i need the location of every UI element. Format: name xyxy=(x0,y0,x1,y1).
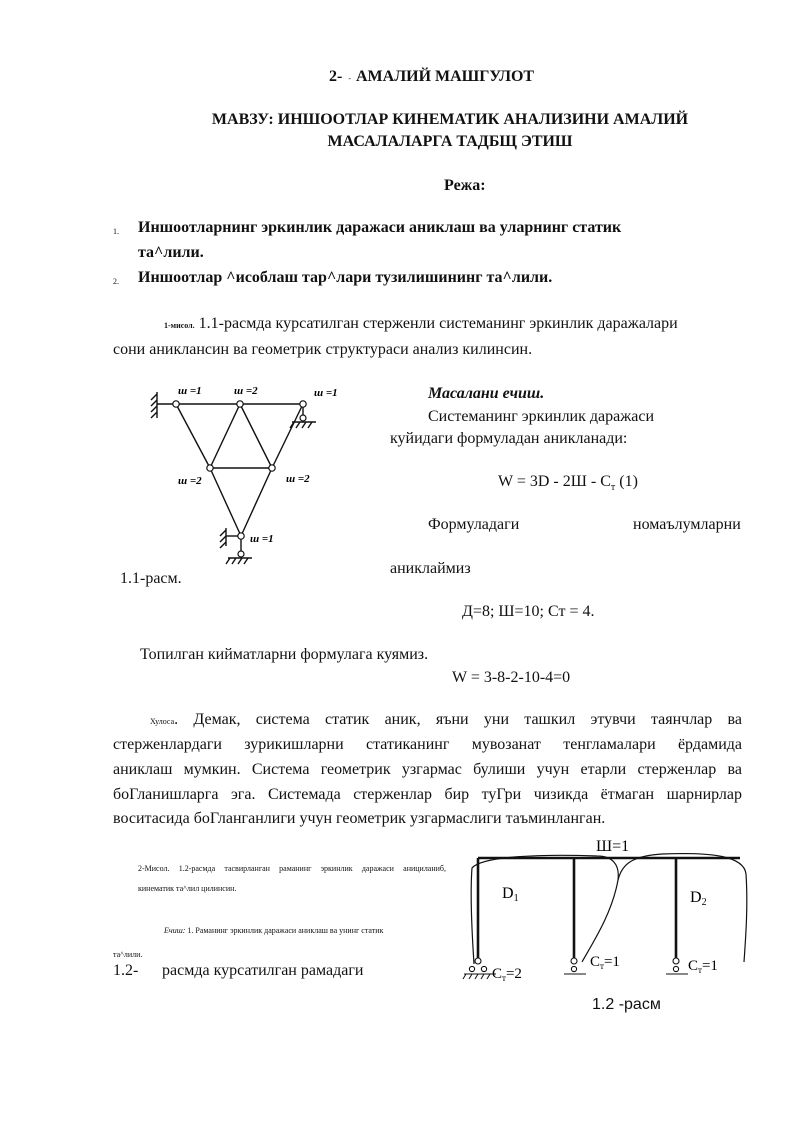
truss-label-1: ш =1 xyxy=(178,385,202,397)
conclusion-label: Хулоса xyxy=(150,717,175,726)
figure-1-caption: 1.1-расм. xyxy=(120,570,182,587)
truss-label-4: ш =2 xyxy=(178,475,202,487)
plan-item-1-line-1: Иншоотларнинг эркинлик даражаси аниклаш ва уларнинг статик xyxy=(138,219,622,236)
truss-label-3: ш =1 xyxy=(314,387,338,399)
topic-line-2: МАСАЛАЛАРГА ТАДБЩ ЭТИШ xyxy=(327,133,573,150)
truss-label-2: ш =2 xyxy=(234,385,258,397)
frame-d1-label: D1 xyxy=(502,885,519,904)
unknowns-text-b: номаълумларни xyxy=(633,516,741,533)
example-2-task-line-2: та^лили. xyxy=(113,950,143,959)
frame-c1-label: $C_т=2$ xyxy=(492,966,522,983)
example-2-line-2: кинематик та^лил цилинсин. xyxy=(138,884,237,893)
unknowns-text-c: аниклаймиз xyxy=(390,560,471,577)
conclusion-line-4: боГланишларга эга. Системада стерженлар бир туГри чизикда ётмаган шарнирлар xyxy=(113,786,742,803)
lesson-number: 2- - xyxy=(329,68,351,85)
solution-line-1: Системанинг эркинлик даражаси xyxy=(428,408,655,425)
plan-item-1-line-2: та^лили. xyxy=(138,244,204,261)
substitute-line: Топилган кийматларни формулага куямиз. xyxy=(140,646,429,663)
frame-top-label: Ш=1 xyxy=(596,838,630,855)
plan-item-2-number: 2. xyxy=(113,277,119,286)
values-line: Д=8; Ш=10; Ст = 4. xyxy=(462,603,595,620)
unknowns-text-a: Формуладаги xyxy=(428,516,520,533)
example-1-line-2: сони аниклансин ва геометрик структураси анализ килинсин. xyxy=(113,341,533,358)
example-1-label: 1-мисол. xyxy=(164,321,195,330)
conclusion-line-2: стерженлардаги зурикишларни статиканинг мувозанат тенгламалари ёрдамида xyxy=(113,736,742,753)
solution-heading: Масалани ечиш. xyxy=(428,385,545,402)
example-1-line-1: 1-мисол. 1.1-расмда курсатилган стерженли системанинг эркинлик даражалари xyxy=(164,315,678,332)
frame-c2-label: $C_т=1$ xyxy=(590,954,620,971)
frame-figure xyxy=(462,834,754,984)
frame-d2-label: D2 xyxy=(690,889,707,908)
truss-label-6: ш =1 xyxy=(250,533,274,545)
example-2-bottom-text: расмда курсатилган рамадаги xyxy=(162,962,364,979)
truss-figure xyxy=(148,378,358,568)
conclusion-line-3: аниклаш мумкин. Система геометрик узгармас булиши учун етарли стерженлар ва xyxy=(113,761,742,778)
conclusion-line-1: Хулоса. Демак, система статик аник, яъни уни ташкил этувчи таянчлар ва xyxy=(150,711,742,728)
figure-2-caption: 1.2 -расм xyxy=(592,996,661,1013)
conclusion-line-5: воситасида боГланганлиги учун геометрик узгармаслиги таъминланган. xyxy=(113,810,606,827)
lesson-number-small: - xyxy=(348,74,351,83)
lesson-title: АМАЛИЙ МАШГУЛОТ xyxy=(356,68,535,85)
example-2-task-line-1: Ечиш: 1. Раманинг эркинлик даражаси аниклаш ва унинг статик xyxy=(164,926,384,935)
plan-item-2-line-1: Иншоотлар ^исоблаш тар^лари тузилишининг та^лили. xyxy=(138,269,553,286)
frame-c3-label: $C_т=1$ xyxy=(688,958,718,975)
truss-label-5: ш =2 xyxy=(286,473,310,485)
plan-heading: Режа: xyxy=(444,177,486,194)
topic-line-1: МАВЗУ: ИНШООТЛАР КИНЕМАТИК АНАЛИЗИНИ АМАЛИЙ xyxy=(211,111,689,128)
plan-item-1-number: 1. xyxy=(113,227,119,236)
result-line: W = 3-8-2-10-4=0 xyxy=(452,669,571,686)
example-2-bottom-number: 1.2- xyxy=(113,962,139,979)
example-2-line-1: 2-Мисол. 1.2-расмда тасвирланган раманинг эркинлик даражаси анициланиб, xyxy=(138,864,446,873)
formula: $W = 3D - 2Ш - C_т$ (1) xyxy=(498,473,638,494)
solution-line-2: куйидаги формуладан аникланади: xyxy=(390,430,628,447)
